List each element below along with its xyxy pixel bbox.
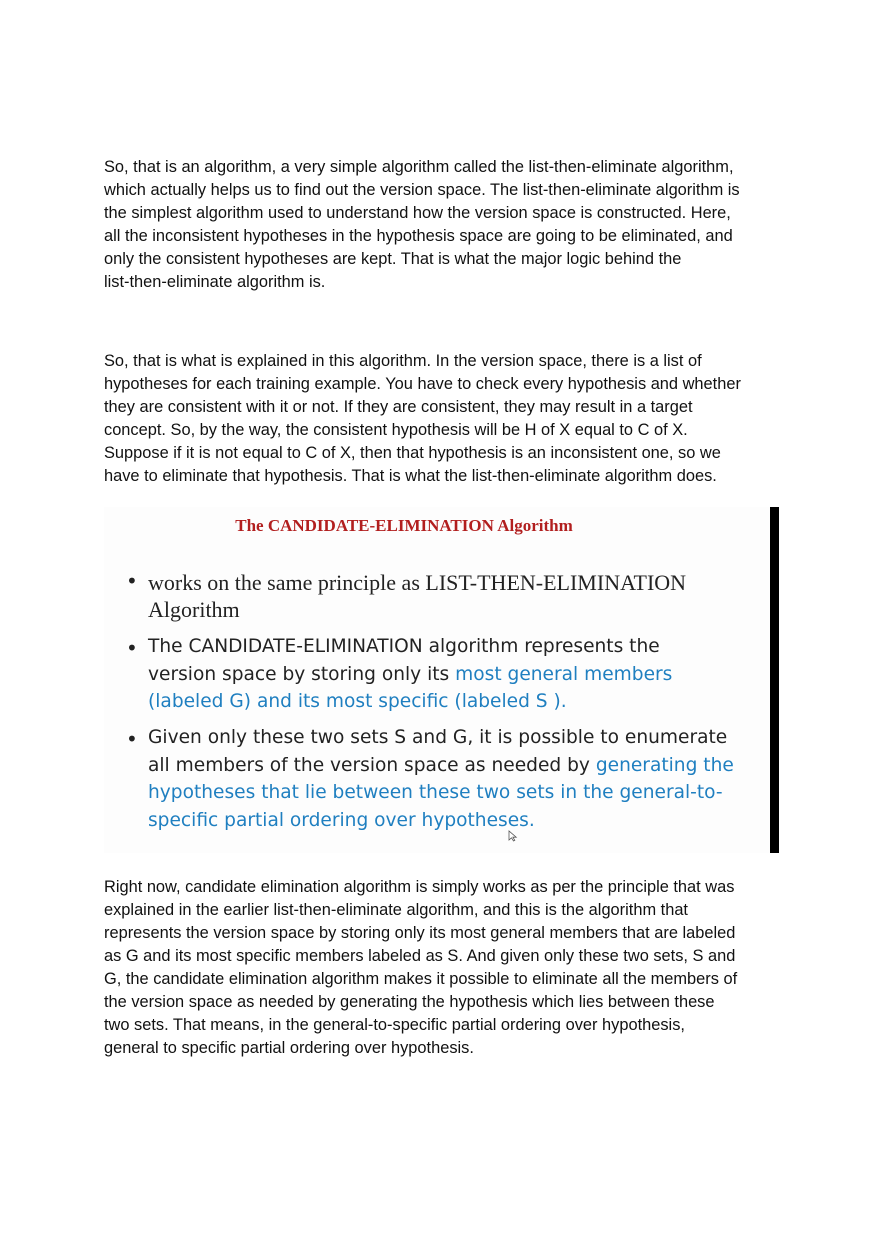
highlighted-text: generating the [595, 754, 734, 776]
bullet-text: version space by storing only its [148, 663, 456, 685]
text-line: hypotheses for each training example. You have to check every hypothesis and whether [104, 375, 741, 393]
bullet-line: The CANDIDATE-ELIMINATION algorithm represents the [148, 636, 660, 657]
highlighted-text: hypotheses that lie between these two sets in the general-to- [148, 782, 723, 803]
mouse-cursor-icon [508, 830, 518, 842]
text-line: list-then-eliminate algorithm is. [104, 273, 326, 291]
text-line: have to eliminate that hypothesis. That is what the list-then-eliminate algorithm does. [104, 467, 717, 485]
text-line: all the inconsistent hypotheses in the hypothesis space are going to be eliminated, and [104, 227, 733, 245]
highlighted-text: most general members [455, 663, 673, 685]
slide-title: The CANDIDATE-ELIMINATION Algorithm [235, 516, 573, 535]
slide-edge-bar [770, 507, 779, 853]
text-line: the version space as needed by generating the hypothesis which lies between these [104, 993, 715, 1011]
bullet-line: Given only these two sets S and G, it is possible to enumerate [148, 727, 728, 748]
text-line: represents the version space by storing only its most general members that are labeled [104, 924, 736, 942]
text-line: as G and its most specific members labeled as S. And given only these two sets, S and [104, 947, 736, 965]
text-line: explained in the earlier list-then-eliminate algorithm, and this is the algorithm that [104, 901, 688, 919]
text-line: So, that is an algorithm, a very simple algorithm called the list-then-eliminate algorithm, [104, 158, 734, 176]
slide-bullet-2 [148, 633, 748, 716]
text-line: which actually helps us to find out the version space. The list-then-eliminate algorithm is [104, 181, 740, 199]
highlighted-text: (labeled G) and its most specific (labeled S ). [148, 691, 567, 712]
bullet-dot: • [126, 636, 138, 660]
text-line: Suppose if it is not equal to C of X, then that hypothesis is an inconsistent one, so we [104, 444, 721, 462]
text-line: two sets. That means, in the general-to-specific partial ordering over hypothesis, [104, 1016, 685, 1034]
paragraph-list-then-eliminate [104, 156, 784, 294]
text-line: they are consistent with it or not. If they are consistent, they may result in a target [104, 398, 693, 416]
text-line: So, that is what is explained in this algorithm. In the version space, there is a list of [104, 352, 702, 370]
bullet-line: works on the same principle as LIST-THEN-ELIMINATION [148, 570, 687, 595]
bullet-text: all members of the version space as needed by [148, 754, 596, 776]
slide-bullet-1 [148, 569, 748, 623]
paragraph-algorithm-explanation [104, 350, 784, 488]
bullet-line [148, 752, 748, 780]
bullet-line: Algorithm [148, 597, 240, 622]
text-line: concept. So, by the way, the consistent hypothesis will be H of X equal to C of X. [104, 421, 688, 439]
text-line: general to specific partial ordering over hypothesis. [104, 1039, 474, 1057]
paragraph-candidate-elimination [104, 876, 784, 1060]
bullet-dot: • [126, 569, 138, 593]
text-line: Right now, candidate elimination algorithm is simply works as per the principle that was [104, 878, 735, 896]
slide-screenshot [104, 507, 770, 853]
bullet-line [148, 661, 748, 689]
text-line: the simplest algorithm used to understand how the version space is constructed. Here, [104, 204, 731, 222]
slide-bullet-3 [148, 724, 748, 834]
text-line: only the consistent hypotheses are kept. That is what the major logic behind the [104, 250, 682, 268]
text-line: G, the candidate elimination algorithm makes it possible to eliminate all the members of [104, 970, 738, 988]
bullet-dot: • [126, 727, 138, 751]
highlighted-text: specific partial ordering over hypotheses. [148, 809, 535, 831]
